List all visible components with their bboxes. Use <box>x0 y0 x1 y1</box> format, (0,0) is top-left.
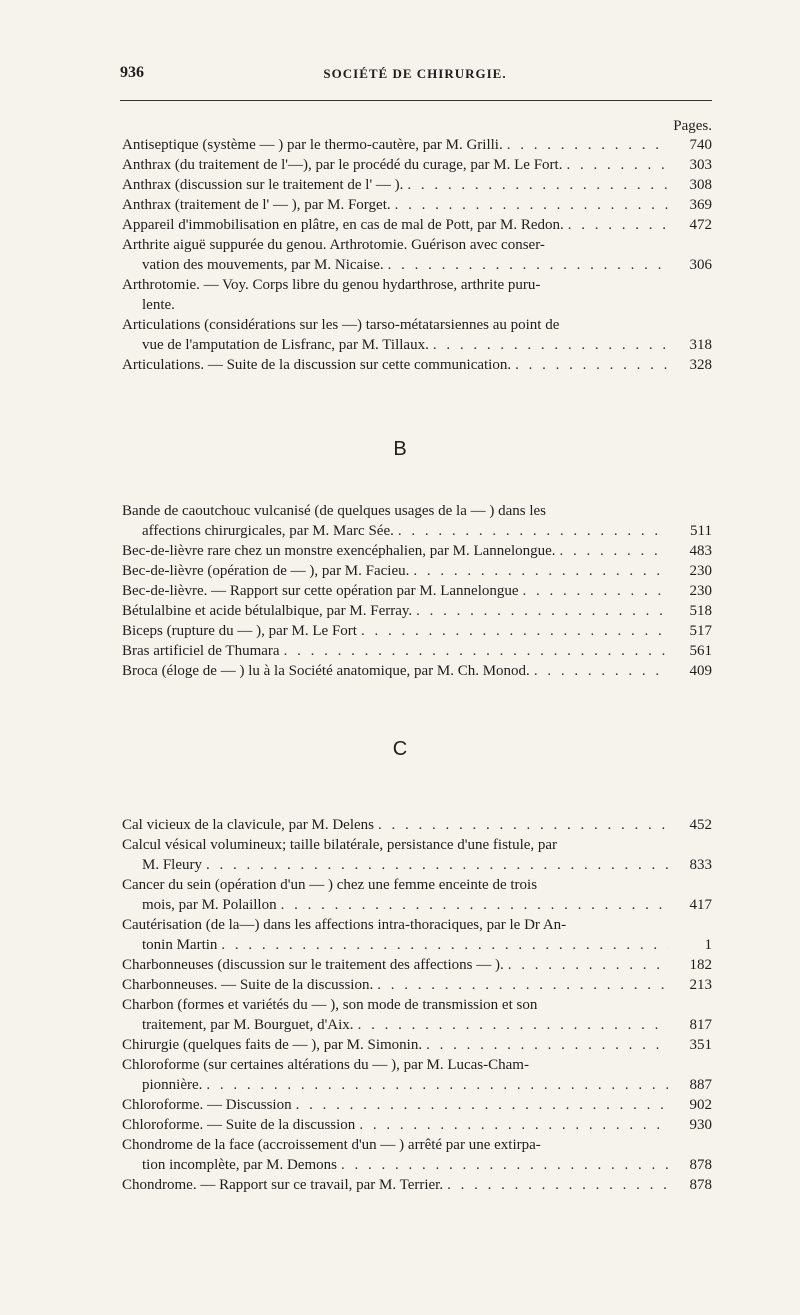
entry-line <box>122 315 712 335</box>
entry-page-number: 351 <box>689 1037 712 1053</box>
entry-line <box>122 1015 712 1035</box>
entry-page-number: 561 <box>689 643 712 659</box>
entry-text: Bande de caoutchouc vulcanisé (de quelques usages de la — ) dans les <box>122 503 547 519</box>
entry-line <box>122 815 712 835</box>
index-entry <box>122 195 712 215</box>
leader-dots <box>217 935 668 955</box>
entry-page-number: 417 <box>689 897 712 913</box>
entry-line <box>122 661 712 681</box>
entry-page-number: 518 <box>689 603 712 619</box>
leader-dots <box>374 815 668 835</box>
entry-line <box>122 601 712 621</box>
entry-text: Cancer du sein (opération d'un — ) chez une femme enceinte de trois <box>122 877 538 893</box>
entry-text: Bétulalbine et acide bétulalbique, par M. Ferray. <box>122 603 413 619</box>
leader-dots <box>519 581 668 601</box>
entry-text: Chloroforme. — Discussion <box>122 1097 292 1113</box>
leader-dots <box>564 215 668 235</box>
entry-text: vation des mouvements, par M. Nicaise. <box>142 257 384 273</box>
entry-line <box>122 621 712 641</box>
leader-dots <box>357 621 668 641</box>
index-entry <box>122 661 712 681</box>
entry-text: Bec-de-lièvre (opération de — ), par M. Facieu. <box>122 563 410 579</box>
entry-line <box>122 1035 712 1055</box>
entry-page-number: 308 <box>689 177 712 193</box>
entry-line <box>122 855 712 875</box>
entry-text: M. Fleury <box>142 857 202 873</box>
entry-text: Anthrax (du traitement de l'—), par le procédé du curage, par M. Le Fort. <box>122 157 563 173</box>
entry-text: Cal vicieux de la clavicule, par M. Delens <box>122 817 374 833</box>
entry-text: Antiseptique (système — ) par le thermo-cautère, par M. Grilli. <box>122 137 503 153</box>
index-entry <box>122 235 712 275</box>
index-section-c <box>122 815 712 1195</box>
index-entry <box>122 581 712 601</box>
entry-page-number: 306 <box>689 257 712 273</box>
index-entry <box>122 541 712 561</box>
entry-line <box>122 501 712 521</box>
entry-line <box>122 995 712 1015</box>
index-entry <box>122 315 712 355</box>
entry-text: Cautérisation (de la—) dans les affections intra-thoraciques, par le Dr An- <box>122 917 567 933</box>
index-entry <box>122 1035 712 1055</box>
index-entry <box>122 601 712 621</box>
entry-text: Chirurgie (quelques faits de — ), par M. Simonin. <box>122 1037 423 1053</box>
entry-text: Bras artificiel de Thumara <box>122 643 280 659</box>
leader-dots <box>429 335 668 355</box>
entry-page-number: 517 <box>689 623 712 639</box>
entry-page-number: 902 <box>689 1097 712 1113</box>
leader-dots <box>403 175 668 195</box>
index-entry <box>122 1135 712 1175</box>
entry-text: Charbonneuses (discussion sur le traitement des affections — ). <box>122 957 504 973</box>
entry-text: tion incomplète, par M. Demons <box>142 1157 337 1173</box>
entry-page-number: 328 <box>689 357 712 373</box>
index-entry <box>122 815 712 835</box>
entry-text: Arthrotomie. — Voy. Corps libre du genou hydarthrose, arthrite puru- <box>122 277 541 293</box>
entry-line <box>122 975 712 995</box>
entry-line <box>122 875 712 895</box>
index-entry <box>122 155 712 175</box>
leader-dots <box>355 1115 668 1135</box>
leader-dots <box>202 855 668 875</box>
entry-page-number: 817 <box>689 1017 712 1033</box>
entry-line <box>122 561 712 581</box>
entry-page-number: 887 <box>689 1077 712 1093</box>
entry-text: traitement, par M. Bourguet, d'Aix. <box>142 1017 354 1033</box>
entry-line <box>122 1075 712 1095</box>
entry-page-number: 930 <box>689 1117 712 1133</box>
entry-text: Arthrite aiguë suppurée du genou. Arthrotomie. Guérison avec conser- <box>122 237 545 253</box>
leader-dots <box>556 541 668 561</box>
index-entry <box>122 955 712 975</box>
entry-text: Biceps (rupture du — ), par M. Le Fort <box>122 623 357 639</box>
entry-text: Bec-de-lièvre. — Rapport sur cette opération par M. Lannelongue <box>122 583 519 599</box>
entry-text: Anthrax (discussion sur le traitement de l' — ). <box>122 177 404 193</box>
section-letter-b: B <box>393 438 407 460</box>
index-entry <box>122 501 712 541</box>
leader-dots <box>384 255 668 275</box>
index-entry <box>122 1175 712 1195</box>
entry-page-number: 369 <box>689 197 712 213</box>
entry-text: Chloroforme. — Suite de la discussion <box>122 1117 356 1133</box>
entry-page-number: 213 <box>689 977 712 993</box>
pages-column-label: Pages. <box>673 118 712 134</box>
entry-page-number: 472 <box>689 217 712 233</box>
entry-page-number: 833 <box>689 857 712 873</box>
entry-line <box>122 835 712 855</box>
entry-line <box>122 355 712 375</box>
leader-dots <box>504 955 668 975</box>
leader-dots <box>202 1075 668 1095</box>
entry-page-number: 452 <box>689 817 712 833</box>
entry-line <box>122 235 712 255</box>
leader-dots <box>280 641 668 661</box>
index-entry <box>122 215 712 235</box>
entry-page-number: 303 <box>689 157 712 173</box>
index-entry <box>122 975 712 995</box>
leader-dots <box>530 661 668 681</box>
entry-text: Articulations. — Suite de la discussion sur cette communication. <box>122 357 512 373</box>
index-entry <box>122 835 712 875</box>
entry-page-number: 1 <box>704 937 712 953</box>
index-entry <box>122 275 712 315</box>
entry-line <box>122 1095 712 1115</box>
entry-line <box>122 255 712 275</box>
entry-line <box>122 295 712 315</box>
entry-text: tonin Martin <box>142 937 218 953</box>
entry-line <box>122 275 712 295</box>
entry-line <box>122 155 712 175</box>
leader-dots <box>292 1095 668 1115</box>
entry-text: Appareil d'immobilisation en plâtre, en cas de mal de Pott, par M. Redon. <box>122 217 564 233</box>
leader-dots <box>277 895 668 915</box>
entry-page-number: 230 <box>689 563 712 579</box>
entry-line <box>122 915 712 935</box>
entry-text: mois, par M. Polaillon <box>142 897 277 913</box>
entry-page-number: 878 <box>689 1177 712 1193</box>
index-entry <box>122 1055 712 1095</box>
entry-line <box>122 581 712 601</box>
entry-line <box>122 1055 712 1075</box>
index-entry <box>122 355 712 375</box>
entry-text: Anthrax (traitement de l' — ), par M. Forget. <box>122 197 391 213</box>
index-entry <box>122 995 712 1035</box>
entry-text: Charbonneuses. — Suite de la discussion. <box>122 977 374 993</box>
leader-dots <box>562 155 668 175</box>
entry-text: lente. <box>142 297 175 313</box>
index-section-b <box>122 501 712 681</box>
entry-page-number: 740 <box>689 137 712 153</box>
page-number: 936 <box>120 64 144 81</box>
leader-dots <box>354 1015 668 1035</box>
index-entry <box>122 621 712 641</box>
header-rule <box>120 100 712 101</box>
entry-page-number: 230 <box>689 583 712 599</box>
entry-line <box>122 1135 712 1155</box>
entry-line <box>122 895 712 915</box>
leader-dots <box>443 1175 668 1195</box>
leader-dots <box>422 1035 668 1055</box>
entry-line <box>122 175 712 195</box>
entry-line <box>122 521 712 541</box>
index-entry <box>122 1095 712 1115</box>
leader-dots <box>503 135 668 155</box>
entry-text: affections chirurgicales, par M. Marc Sée. <box>142 523 394 539</box>
entry-line <box>122 135 712 155</box>
entry-line <box>122 1155 712 1175</box>
entry-page-number: 511 <box>690 523 712 539</box>
entry-line <box>122 1115 712 1135</box>
entry-text: Chondrome. — Rapport sur ce travail, par M. Terrier. <box>122 1177 444 1193</box>
entry-line <box>122 195 712 215</box>
entry-text: Chloroforme (sur certaines altérations du — ), par M. Lucas-Cham- <box>122 1057 529 1073</box>
entry-page-number: 318 <box>689 337 712 353</box>
entry-line <box>122 215 712 235</box>
entry-page-number: 483 <box>689 543 712 559</box>
entry-page-number: 409 <box>689 663 712 679</box>
entry-text: pionnière. <box>142 1077 203 1093</box>
section-letter-c: C <box>392 738 408 760</box>
entry-text: Bec-de-lièvre rare chez un monstre exencéphalien, par M. Lannelongue. <box>122 543 556 559</box>
entry-line <box>122 955 712 975</box>
index-entry <box>122 135 712 155</box>
entry-text: Articulations (considérations sur les —) tarso-métatarsiennes au point de <box>122 317 560 333</box>
entry-text: Chondrome de la face (accroissement d'un — ) arrêté par une extirpa- <box>122 1137 541 1153</box>
index-section-a <box>122 135 712 375</box>
index-entry <box>122 641 712 661</box>
entry-text: Broca (éloge de — ) lu à la Société anatomique, par M. Ch. Monod. <box>122 663 530 679</box>
entry-line <box>122 335 712 355</box>
leader-dots <box>391 195 668 215</box>
entry-text: Calcul vésical volumineux; taille bilatérale, persistance d'une fistule, par <box>122 837 558 853</box>
entry-line <box>122 641 712 661</box>
entry-line <box>122 1175 712 1195</box>
index-entry <box>122 915 712 955</box>
leader-dots <box>412 601 668 621</box>
page-header <box>120 64 710 86</box>
entry-line <box>122 935 712 955</box>
leader-dots <box>394 521 668 541</box>
entry-text: vue de l'amputation de Lisfranc, par M. Tillaux. <box>142 337 429 353</box>
index-entry <box>122 1115 712 1135</box>
entry-page-number: 182 <box>689 957 712 973</box>
leader-dots <box>511 355 668 375</box>
leader-dots <box>337 1155 668 1175</box>
entry-text: Charbon (formes et variétés du — ), son mode de transmission et son <box>122 997 538 1013</box>
entry-line <box>122 541 712 561</box>
index-entry <box>122 875 712 915</box>
entry-page-number: 878 <box>689 1157 712 1173</box>
index-entry <box>122 561 712 581</box>
leader-dots <box>409 561 668 581</box>
running-head: SOCIÉTÉ DE CHIRURGIE. <box>323 66 507 81</box>
leader-dots <box>373 975 668 995</box>
index-entry <box>122 175 712 195</box>
